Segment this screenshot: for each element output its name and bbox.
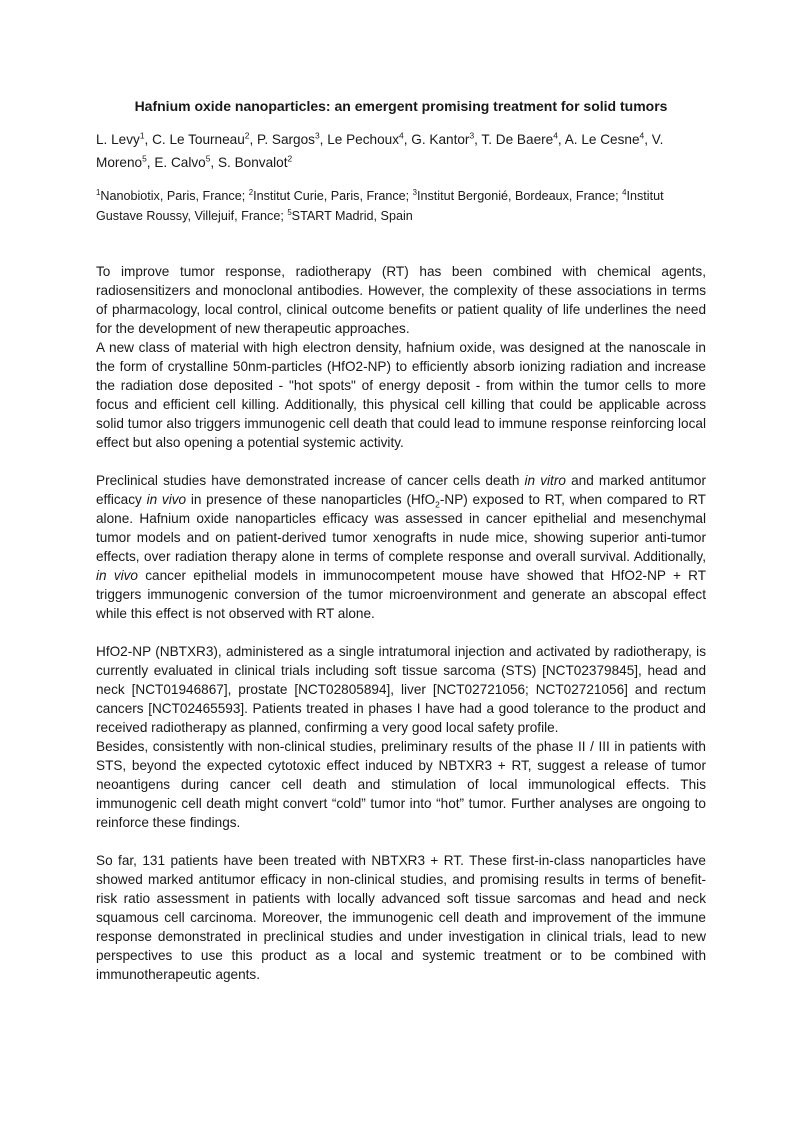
author-list: L. Levy$^1$, C. Le Tourneau$^2$, P. Sargos$^3$, Le Pechoux$^4$, G. Kantor$^3$, T. De Baere$^4$, A. Le Cesne$^4$, V. Moreno$^5$, E. Calvo$^5$, S. Bonvalot$^2$ <box>96 130 664 170</box>
affiliations-list: $^1$Nanobiotix, Paris, France; $^2$Institut Curie, Paris, France; $^3$Institut Bergonié, Bordeaux, France; $^4$Institut Gustave Roussy, Villejuif, France; $^5$START Madrid, Spain <box>96 187 664 223</box>
abstract-paragraph-6: So far, 131 patients have been treated with NBTXR3 + RT. These first-in-class nanoparticles have showed marked antitumor efficacy in non-clinical studies, and promising results in terms of benefit-risk ratio assessment in patients with locally advanced soft tissue sarcomas and head and neck squamous cell carcinoma. Moreover, the immunogenic cell death and improvement of the immune response demonstrated in preclinical studies and under investigation in clinical trials, lead to new perspectives to use this product as a local and systemic treatment or to be combined with immunotherapeutic agents. <box>96 853 706 982</box>
abstract-paragraph-1: To improve tumor response, radiotherapy (RT) has been combined with chemical agents, radiosensitizers and monoclonal antibodies. However, the complexity of these associations in terms of pharmacology, local control, clinical outcome benefits or patient quality of life underlines the need for the development of new therapeutic approaches. <box>96 264 706 336</box>
abstract-paragraph-3: Preclinical studies have demonstrated increase of cancer cells death in vitro and marked antitumor efficacy in vivo in presence of these nanoparticles (HfO$_2$-NP) exposed to RT, when compared to RT alone. Hafnium oxide nanoparticles efficacy was assessed in cancer epithelial and mesenchymal tumor models and on patient-derived tumor xenografts in nude mice, showing superior anti-tumor effects, over radiation therapy alone in terms of complete response and overall survival. Additionally, in vivo cancer epithelial models in immunocompetent mouse have showed that HfO2-NP + RT triggers immunogenic conversion of the tumor microenvironment and generate an abscopal effect while this effect is not observed with RT alone. <box>96 473 707 621</box>
abstract-paragraph-2: A new class of material with high electron density, hafnium oxide, was designed at the nanoscale in the form of crystalline 50nm-particles (HfO2-NP) to efficiently absorb ionizing radiation and increase the radiation dose deposited - "hot spots" of energy deposit - from within the tumor cells to more focus and efficient cell killing. Additionally, this physical cell killing that could be applicable across solid tumor also triggers immunogenic cell death that could lead to immune response reinforcing local effect but also opening a potential systemic activity. <box>96 340 706 450</box>
page-title: Hafnium oxide nanoparticles: an emergent promising treatment for solid tumors <box>134 98 668 114</box>
abstract-body <box>96 262 706 984</box>
abstract-paragraph-5: Besides, consistently with non-clinical studies, preliminary results of the phase II / III in patients with STS, beyond the expected cytotoxic effect induced by NBTXR3 + RT, suggest a release of tumor neoantigens during cancer cell death and stimulation of local immunological effects. This immunogenic cell death might convert “cold” tumor into “hot” tumor. Further analyses are ongoing to reinforce these findings. <box>96 739 706 830</box>
abstract-paragraph-4: HfO2-NP (NBTXR3), administered as a single intratumoral injection and activated by radiotherapy, is currently evaluated in clinical trials including soft tissue sarcoma (STS) [NCT02379845], head and neck [NCT01946867], prostate [NCT02805894], liver [NCT02721056; NCT02721056] and rectum cancers [NCT02465593]. Patients treated in phases I have had a good tolerance to the product and received radiotherapy as planned, confirming a very good local safety profile. <box>96 644 706 735</box>
